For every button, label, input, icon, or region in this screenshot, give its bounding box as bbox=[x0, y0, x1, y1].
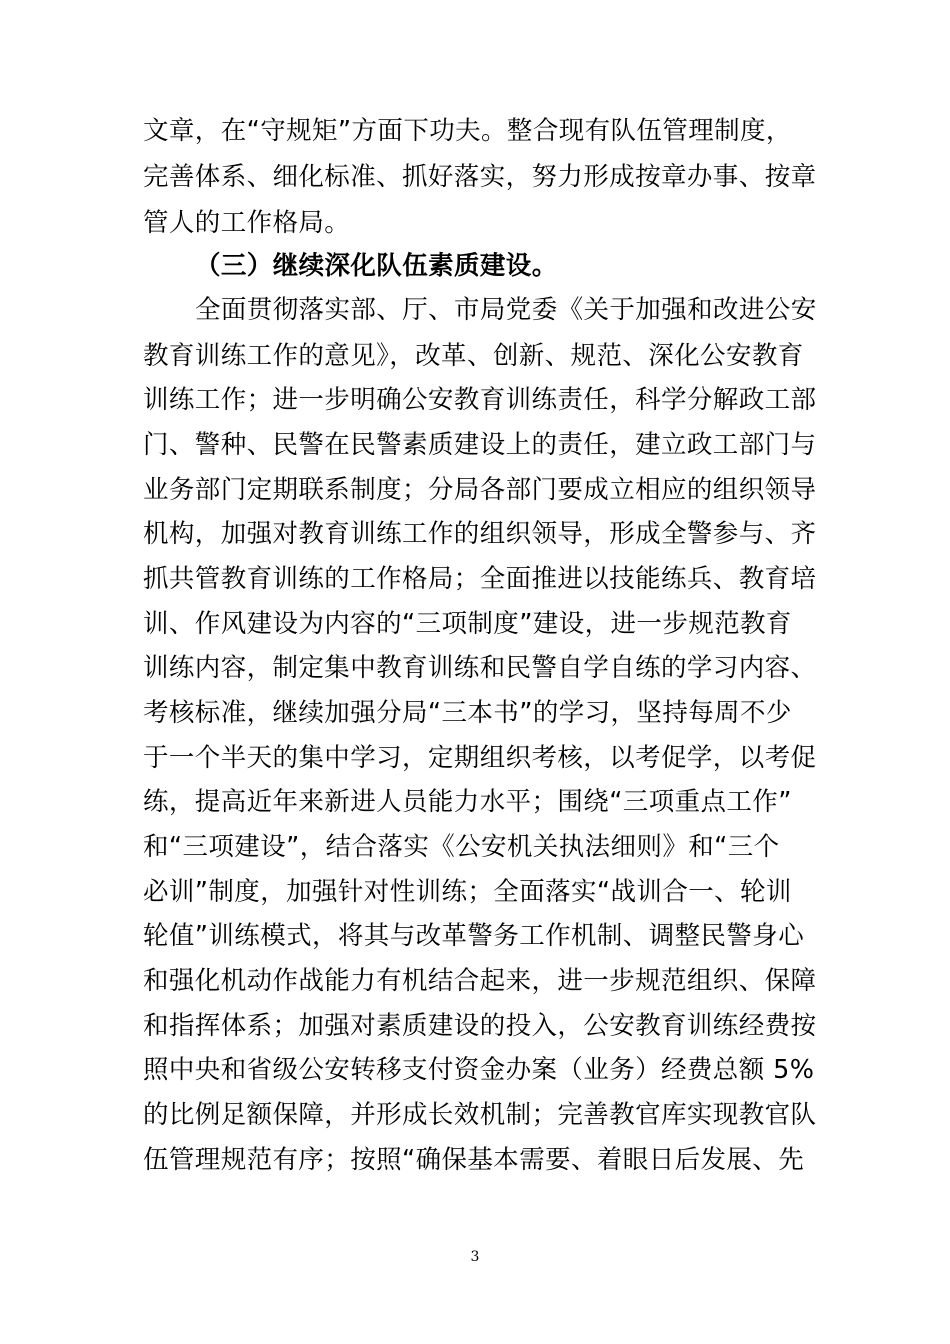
body-text-line: 练，提高近年来新进人员能力水平；围绕“三项重点工作” bbox=[143, 787, 792, 817]
body-text-line: 抓共管教育训练的工作格局；全面推进以技能练兵、教育培 bbox=[143, 564, 817, 594]
body-text-line: 业务部门定期联系制度；分局各部门要成立相应的组织领导 bbox=[143, 475, 817, 505]
body-text-line: 和强化机动作战能力有机结合起来，进一步规范组织、保障 bbox=[143, 966, 817, 996]
body-text-line: 训练工作；进一步明确公安教育训练责任，科学分解政工部 bbox=[143, 385, 817, 415]
body-text-line: 全面贯彻落实部、厅、市局党委《关于加强和改进公安 bbox=[195, 295, 817, 325]
body-text-line: 训练内容，制定集中教育训练和民警自学自练的学习内容、 bbox=[143, 653, 817, 683]
body-text-line: 机构，加强对教育训练工作的组织领导，形成全警参与、齐 bbox=[143, 519, 817, 549]
body-text-line: 文章，在“守规矩”方面下功夫。整合现有队伍管理制度， bbox=[143, 116, 792, 146]
page-number: 3 bbox=[470, 1249, 480, 1265]
body-text-line: 和“三项建设”，结合落实《公安机关执法细则》和“三个 bbox=[143, 832, 780, 862]
body-text-line: 必训”制度，加强针对性训练；全面落实“战训合一、轮训 bbox=[143, 877, 792, 907]
body-text-line: 的比例足额保障，并形成长效机制；完善教官库实现教官队 bbox=[143, 1100, 817, 1130]
body-text-line: 门、警种、民警在民警素质建设上的责任，建立政工部门与 bbox=[143, 430, 817, 460]
body-text-line: 管人的工作格局。 bbox=[143, 208, 351, 238]
body-text-line: 训、作风建设为内容的“三项制度”建设，进一步规范教育 bbox=[143, 609, 792, 639]
body-text-line: 轮值”训练模式，将其与改革警务工作机制、调整民警身心 bbox=[143, 921, 805, 951]
body-text-line: 伍管理规范有序；按照“确保基本需要、着眼日后发展、先 bbox=[143, 1145, 805, 1175]
body-text-line: 和指挥体系；加强对素质建设的投入，公安教育训练经费按 bbox=[143, 1011, 817, 1041]
body-text-line: 照中央和省级公安转移支付资金办案（业务）经费总额 5% bbox=[143, 1055, 815, 1085]
section-heading: （三）继续深化队伍素质建设。 bbox=[195, 251, 558, 281]
body-text-line: 考核标准，继续加强分局“三本书”的学习，坚持每周不少 bbox=[143, 698, 792, 728]
body-text-line: 教育训练工作的意见》，改革、创新、规范、深化公安教育 bbox=[143, 341, 804, 371]
body-text-line: 完善体系、细化标准、抓好落实，努力形成按章办事、按章 bbox=[143, 162, 817, 192]
body-text-line: 于一个半天的集中学习，定期组织考核，以考促学，以考促 bbox=[143, 743, 817, 773]
